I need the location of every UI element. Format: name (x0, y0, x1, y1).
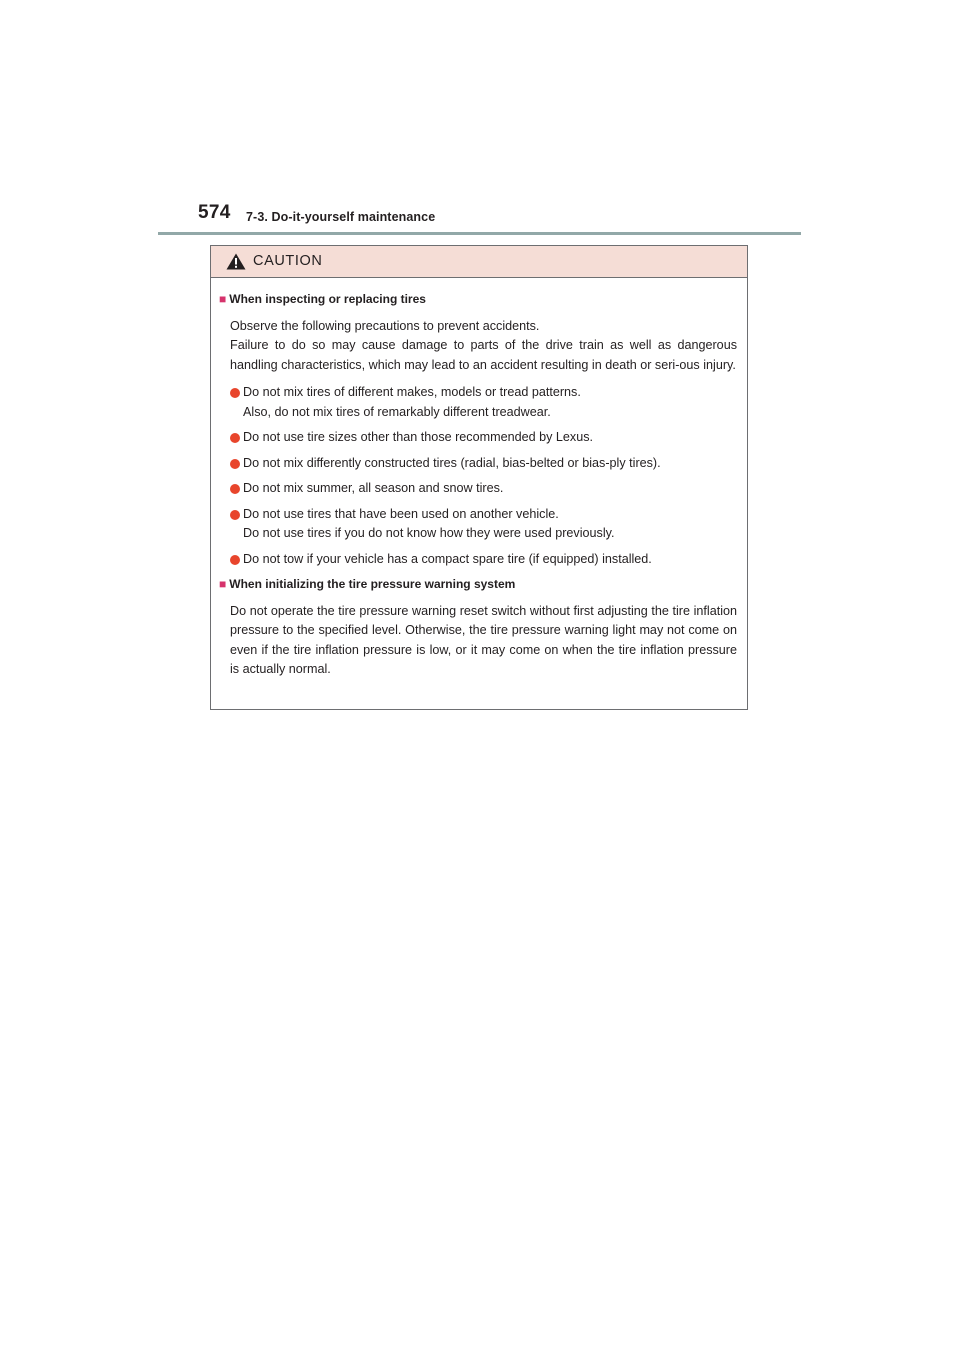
section-title: 7-3. Do-it-yourself maintenance (246, 210, 436, 224)
caution-title: CAUTION (253, 253, 323, 269)
caution-body (211, 278, 747, 680)
paragraph: Failure to do so may cause damage to parts of the drive train as well as dangerous handling characteristics, which may lead to an accident resulting in death or seri-ous injury. (230, 338, 737, 372)
list-item (219, 550, 737, 570)
intro-text: Observe the following precautions to prevent accidents. (230, 318, 540, 333)
list-item (219, 505, 737, 544)
page-number: 574 (198, 202, 231, 223)
square-marker-icon: ■ (219, 292, 227, 306)
bullet-dot-icon (230, 484, 240, 494)
caution-box (210, 245, 748, 710)
header-divider (158, 232, 801, 235)
section-heading-text: When inspecting or replacing tires (229, 292, 426, 306)
list-item-text: Do not mix summer, all season and snow tires. (243, 481, 504, 495)
bullet-dot-icon (230, 388, 240, 398)
list-item (219, 428, 737, 448)
bullet-dot-icon (230, 459, 240, 469)
list-item-text: Do not tow if your vehicle has a compact spare tire (if equipped) installed. (243, 551, 652, 566)
bullet-dot-icon (230, 555, 240, 565)
caution-header (211, 246, 747, 278)
list-item-text: Also, do not mix tires of remarkably different treadwear. (243, 404, 551, 419)
section-heading (219, 290, 737, 310)
list-item-text: Do not use tire sizes other than those recommended by Lexus. (243, 430, 594, 444)
square-marker-icon: ■ (219, 577, 227, 591)
list-item (219, 454, 737, 474)
list-item-text: Do not use tires if you do not know how they were used previously. (243, 526, 615, 540)
list-item-text: Do not mix tires of different makes, models or tread patterns. (243, 385, 581, 399)
list-item (219, 479, 737, 499)
bullet-dot-icon (230, 433, 240, 443)
section-heading-text: When initializing the tire pressure warning system (229, 577, 516, 591)
list-item-text: Do not use tires that have been used on another vehicle. (243, 506, 559, 521)
paragraph: Do not operate the tire pressure warning reset switch without first adjusting the tire inflation pressure to the specified level. Otherwise, the tire pressure warning light may not come on even if the tire inflation pressure is low, or it may come on when the tire inflation pressure is actually normal. (230, 603, 737, 676)
bullet-dot-icon (230, 510, 240, 520)
list-item (219, 383, 737, 422)
list-item-text: Do not mix differently constructed tires (radial, bias-belted or bias-ply tires). (243, 455, 661, 470)
section-heading (219, 575, 737, 595)
warning-triangle-icon (226, 253, 246, 270)
